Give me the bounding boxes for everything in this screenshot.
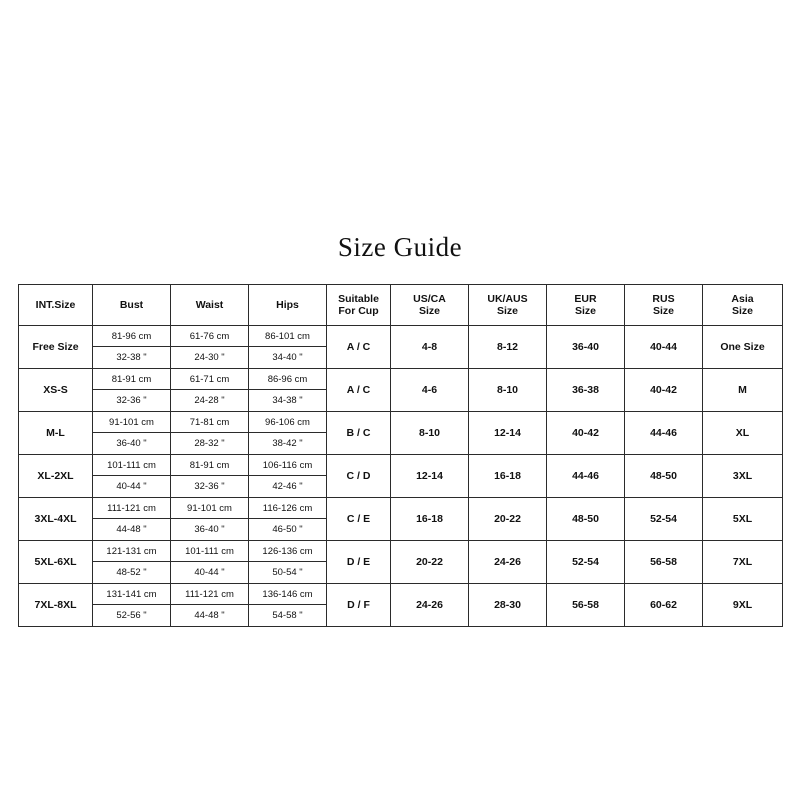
cell-hips [249,326,327,369]
cell-eur-size: 56-58 [547,584,625,627]
cell-bust-inch: 32-38 " [116,352,147,363]
column-header-eur-size [547,285,625,326]
cell-hips [249,498,327,541]
cell-waist-inch: 44-48 " [194,610,225,621]
column-header-rus-size [625,285,703,326]
cell-suitable-for-cup: C / E [327,498,391,541]
cell-rus-size: 52-54 [625,498,703,541]
cell-waist [171,326,249,369]
cell-waist-inch: 28-32 " [194,438,225,449]
cell-hips-cm: 106-116 cm [249,455,326,476]
cell-waist [171,455,249,498]
cell-suitable-for-cup: D / F [327,584,391,627]
cell-uk-aus-size: 8-12 [469,326,547,369]
table-row [19,412,783,455]
cell-suitable-for-cup: B / C [327,412,391,455]
cell-suitable-for-cup: A / C [327,326,391,369]
column-header-bust: Bust [93,285,171,326]
cell-bust-inch: 36-40 " [116,438,147,449]
cell-waist [171,412,249,455]
cell-bust [93,412,171,455]
cell-waist [171,369,249,412]
cell-rus-size: 40-44 [625,326,703,369]
cell-suitable-for-cup: D / E [327,541,391,584]
cell-rus-size: 60-62 [625,584,703,627]
column-header-waist: Waist [171,285,249,326]
cell-uk-aus-size: 24-26 [469,541,547,584]
cell-eur-size: 52-54 [547,541,625,584]
cell-rus-size: 56-58 [625,541,703,584]
cell-bust [93,326,171,369]
cell-eur-size: 36-40 [547,326,625,369]
column-header-ukaus-line2: Size [496,305,518,317]
cell-us-ca-size: 4-8 [391,326,469,369]
cell-waist-cm: 71-81 cm [171,412,248,433]
cell-suitable-for-cup: C / D [327,455,391,498]
cell-hips-inch: 38-42 " [272,438,303,449]
cell-hips-cm: 136-146 cm [249,584,326,605]
cell-waist-inch: 40-44 " [194,567,225,578]
cell-waist-cm: 61-76 cm [171,326,248,347]
cell-bust-inch: 32-36 " [116,395,147,406]
cell-int-size: Free Size [19,326,93,369]
cell-int-size: XS-S [19,369,93,412]
cell-bust [93,498,171,541]
table-body [19,326,783,627]
cell-int-size: 5XL-6XL [19,541,93,584]
cell-hips-inch: 54-58 " [272,610,303,621]
cell-asia-size: 9XL [703,584,783,627]
cell-waist-inch: 32-36 " [194,481,225,492]
cell-us-ca-size: 8-10 [391,412,469,455]
cell-waist-cm: 101-111 cm [171,541,248,562]
size-guide-table-wrapper [18,284,782,627]
column-header-asia-line1: Asia [731,292,754,305]
table-row [19,455,783,498]
table-row [19,369,783,412]
column-header-suitable-for-cup [327,285,391,326]
column-header-hips: Hips [249,285,327,326]
cell-bust-inch: 44-48 " [116,524,147,535]
cell-bust [93,541,171,584]
column-header-uk-aus-size [469,285,547,326]
cell-bust-cm: 131-141 cm [93,584,170,605]
cell-hips [249,412,327,455]
cell-asia-size: 7XL [703,541,783,584]
cell-us-ca-size: 16-18 [391,498,469,541]
cell-rus-size: 44-46 [625,412,703,455]
cell-uk-aus-size: 28-30 [469,584,547,627]
cell-int-size: 7XL-8XL [19,584,93,627]
cell-bust-inch: 48-52 " [116,567,147,578]
cell-uk-aus-size: 20-22 [469,498,547,541]
column-header-int-size: INT.Size [19,285,93,326]
cell-bust-cm: 101-111 cm [93,455,170,476]
cell-hips-inch: 50-54 " [272,567,303,578]
cell-waist [171,498,249,541]
column-header-cup-line1: Suitable [338,292,379,305]
cell-waist [171,541,249,584]
cell-eur-size: 48-50 [547,498,625,541]
cell-hips-inch: 34-40 " [272,352,303,363]
cell-us-ca-size: 20-22 [391,541,469,584]
cell-hips [249,541,327,584]
cell-int-size: 3XL-4XL [19,498,93,541]
cell-suitable-for-cup: A / C [327,369,391,412]
column-header-ukaus-line1: UK/AUS [487,292,528,305]
size-guide-table [18,284,783,627]
cell-int-size: M-L [19,412,93,455]
cell-waist-cm: 61-71 cm [171,369,248,390]
column-header-usca-line1: US/CA [413,292,446,305]
cell-waist-cm: 91-101 cm [171,498,248,519]
cell-bust-cm: 91-101 cm [93,412,170,433]
column-header-rus-line2: Size [652,305,674,317]
cell-hips-cm: 126-136 cm [249,541,326,562]
cell-bust [93,584,171,627]
cell-rus-size: 48-50 [625,455,703,498]
cell-bust [93,369,171,412]
cell-waist-inch: 36-40 " [194,524,225,535]
cell-uk-aus-size: 8-10 [469,369,547,412]
cell-hips-cm: 86-101 cm [249,326,326,347]
cell-bust-cm: 81-91 cm [93,369,170,390]
cell-us-ca-size: 12-14 [391,455,469,498]
cell-eur-size: 40-42 [547,412,625,455]
column-header-eur-line1: EUR [574,292,597,305]
cell-uk-aus-size: 12-14 [469,412,547,455]
cell-asia-size: M [703,369,783,412]
cell-eur-size: 44-46 [547,455,625,498]
cell-asia-size: XL [703,412,783,455]
column-header-eur-line2: Size [574,305,596,317]
cell-bust-inch: 40-44 " [116,481,147,492]
table-row [19,584,783,627]
column-header-rus-line1: RUS [652,292,675,305]
column-header-asia-line2: Size [731,305,753,317]
cell-hips-inch: 34-38 " [272,395,303,406]
column-header-asia-size [703,285,783,326]
cell-waist-cm: 81-91 cm [171,455,248,476]
cell-waist-cm: 111-121 cm [171,584,248,605]
cell-bust-cm: 121-131 cm [93,541,170,562]
cell-asia-size: 5XL [703,498,783,541]
table-header-row [19,285,783,326]
cell-eur-size: 36-38 [547,369,625,412]
cell-int-size: XL-2XL [19,455,93,498]
table-row [19,541,783,584]
cell-rus-size: 40-42 [625,369,703,412]
column-header-usca-line2: Size [418,305,440,317]
cell-waist [171,584,249,627]
cell-waist-inch: 24-28 " [194,395,225,406]
cell-us-ca-size: 24-26 [391,584,469,627]
cell-hips-inch: 42-46 " [272,481,303,492]
cell-hips [249,584,327,627]
cell-hips [249,455,327,498]
table-row [19,326,783,369]
cell-bust-cm: 111-121 cm [93,498,170,519]
column-header-us-ca-size [391,285,469,326]
cell-asia-size: One Size [703,326,783,369]
page-title: Size Guide [337,232,463,262]
cell-asia-size: 3XL [703,455,783,498]
cell-hips [249,369,327,412]
cell-bust-cm: 81-96 cm [93,326,170,347]
cell-uk-aus-size: 16-18 [469,455,547,498]
column-header-cup-line2: For Cup [338,305,379,317]
cell-bust [93,455,171,498]
cell-waist-inch: 24-30 " [194,352,225,363]
cell-hips-inch: 46-50 " [272,524,303,535]
cell-bust-inch: 52-56 " [116,610,147,621]
table-row [19,498,783,541]
cell-hips-cm: 86-96 cm [249,369,326,390]
cell-us-ca-size: 4-6 [391,369,469,412]
cell-hips-cm: 116-126 cm [249,498,326,519]
cell-hips-cm: 96-106 cm [249,412,326,433]
